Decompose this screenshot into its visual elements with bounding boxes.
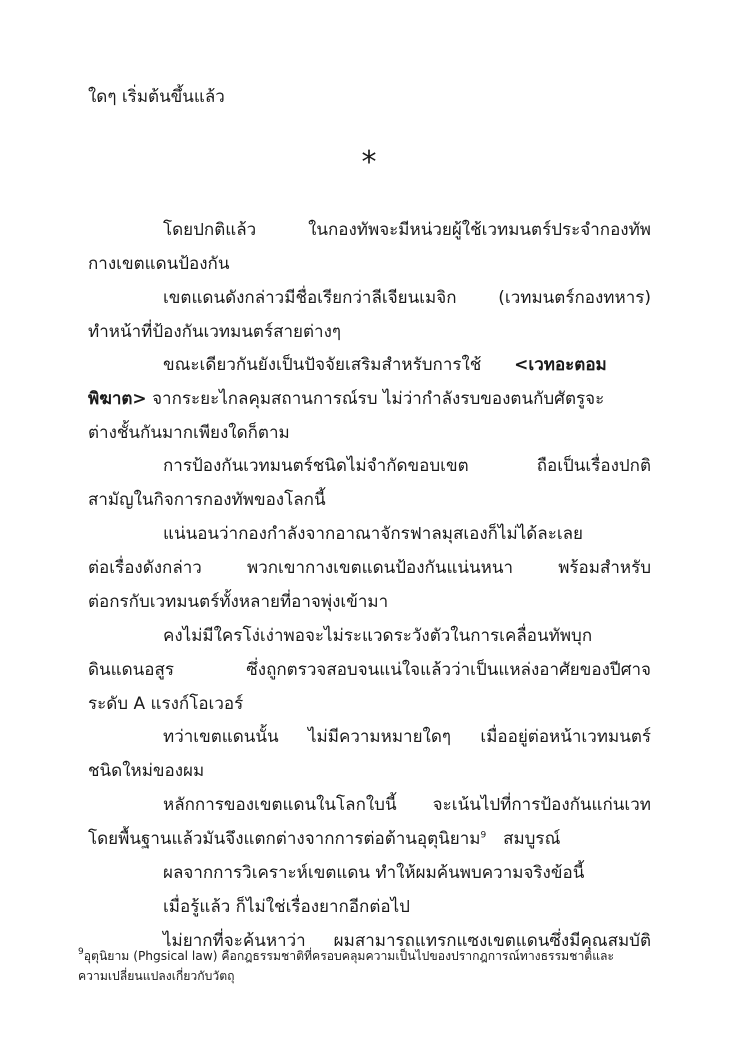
paragraph-line: ต่อเรื่องดังกล่าว พวกเขากางเขตแดนป้องกันแน่นหนา พร้อมสำหรับ	[88, 558, 651, 578]
paragraph-line: เขตแดนดังกล่าวมีชื่อเรียกว่าลีเจียนเมจิก (เวทมนตร์กองทหาร)	[163, 288, 651, 308]
paragraph-line: เมื่อรู้แล้ว ก็ไม่ใช่เรื่องยากอีกต่อไป	[163, 897, 410, 917]
paragraph-line: คงไม่มีใครโง่เง่าพอจะไม่ระแวดระวังตัวในการเคลื่อนทัพบุก	[163, 626, 593, 646]
section-separator: *	[361, 145, 377, 180]
paragraph-line	[88, 387, 651, 411]
footnote-continuation: ความเปลี่ยนแปลงเกี่ยวกับวัตถุ	[78, 969, 235, 983]
paragraph-line: ไม่ยากที่จะค้นหาว่า ผมสามารถแทรกแซงเขตแดนซึ่งมีคุณสมบัติ	[163, 931, 651, 951]
paragraph-line: ชนิดใหม่ของผม	[88, 761, 205, 781]
paragraph-line: ทำหน้าที่ป้องกันเวทมนตร์สายต่างๆ	[88, 322, 342, 342]
paragraph-line: ระดับ A แรงก์โอเวอร์	[88, 694, 244, 714]
paragraph-line: สามัญในกิจการกองทัพของโลกนี้	[88, 490, 326, 510]
paragraph-line	[163, 353, 651, 377]
line-text: สมบูรณ์	[503, 829, 561, 849]
paragraph-line	[88, 827, 651, 851]
bold-term: <เวทอะตอม	[514, 355, 607, 375]
footnote-text: อุตุนิยาม (Phgsical law) คือกฎธรรมชาติที่ครอบคลุมความเป็นไปของปรากฎการณ์ทางธรรมชาติและ	[83, 949, 615, 963]
paragraph-line: กางเขตแดนป้องกัน	[88, 254, 230, 274]
paragraph-line: แน่นอนว่ากองกำลังจากอาณาจักรฟาลมุสเองก็ไม่ได้ละเลย	[163, 524, 584, 544]
line-text: โดยพื้นฐานแล้วมันจึงแตกต่างจากการต่อต้านอุตุนิยาม	[88, 829, 481, 849]
footnote-reference: 9	[480, 830, 487, 841]
footnote-mark: 9	[78, 947, 84, 957]
text-line: ใดๆ เริ่มต้นขึ้นแล้ว	[88, 87, 225, 107]
footnote	[78, 947, 653, 968]
paragraph-line: โดยปกติแล้ว ในกองทัพจะมีหน่วยผู้ใช้เวทมนตร์ประจำกองทัพ	[163, 220, 651, 240]
paragraph-line: ต่อกรกับเวทมนตร์ทั้งหลายที่อาจพุ่งเข้ามา	[88, 592, 389, 612]
paragraph-line: หลักการของเขตแดนในโลกใบนี้ จะเน้นไปที่การป้องกันแก่นเวท	[163, 795, 651, 815]
paragraph-line: ต่างชั้นกันมากเพียงใดก็ตาม	[88, 423, 290, 443]
bold-term: พิฆาต>	[88, 389, 147, 409]
line-text: ขณะเดียวกันยังเป็นปัจจัยเสริมสำหรับการใช้	[163, 355, 482, 375]
line-text: จากระยะไกลคุมสถานการณ์รบ ไม่ว่ากำลังรบของตนกับศัตรูจะ	[152, 389, 605, 409]
paragraph-line: ดินแดนอสูร ซึ่งถูกตรวจสอบจนแน่ใจแล้วว่าเป็นแหล่งอาศัยของปีศาจ	[88, 660, 651, 680]
paragraph-line: ทว่าเขตแดนนั้น ไม่มีความหมายใดๆ เมื่ออยู่ต่อหน้าเวทมนตร์	[163, 727, 651, 747]
paragraph-line: การป้องกันเวทมนตร์ชนิดไม่จำกัดขอบเขต ถือเป็นเรื่องปกติ	[163, 456, 651, 476]
paragraph-line: ผลจากการวิเคราะห์เขตแดน ทำให้ผมค้นพบความจริงข้อนี้	[163, 863, 585, 883]
